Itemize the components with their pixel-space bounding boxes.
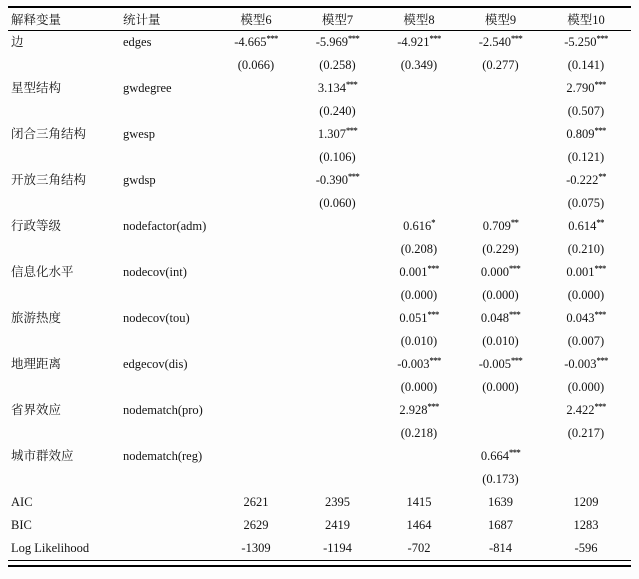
fit-statistic-spacer [120,537,215,561]
coefficient-row [8,261,631,284]
header-row [8,7,631,31]
standard-error-cell [215,422,297,445]
statistic-name: gwdsp [123,173,156,187]
estimate-cell: 0.001*** [566,263,606,279]
significance-stars: *** [508,309,521,319]
estimate-cell [297,307,378,330]
estimate-cell: -4.921*** [397,33,441,49]
estimate-cell [215,445,297,468]
header-explanatory-variable: 解释变量 [8,7,120,31]
fit-statistic-value: 1283 [573,518,599,532]
variable-name-spacer [8,54,120,77]
estimate-cell [215,215,297,238]
significance-stars: *** [266,33,278,43]
standard-error-cell [215,100,297,123]
variable-name: 开放三角结构 [11,173,87,187]
standard-error-cell: (0.000) [400,380,438,394]
significance-stars: *** [596,33,608,43]
coefficients-body [8,31,631,492]
estimate-cell [460,399,541,422]
significance-stars: *** [427,309,439,319]
standard-error-cell: (0.010) [400,334,438,348]
significance-stars: *** [508,263,521,273]
estimate-cell: 2.928*** [399,401,439,417]
fit-statistic-value: -1194 [297,537,378,561]
standard-error-cell: (0.210) [567,242,605,256]
variable-name: 城市群效应 [11,449,74,463]
estimate-cell: -0.003*** [397,355,441,371]
standard-error-row [8,284,631,307]
variable-name: 闭合三角结构 [11,127,87,141]
fit-statistic-spacer [120,514,215,537]
standard-error-cell [460,422,541,445]
standard-error-cell: (0.258) [319,58,356,72]
standard-error-cell: (0.217) [567,426,605,440]
header-model-9: 模型9 [460,7,541,31]
variable-name: 边 [11,35,24,49]
estimate-cell: -4.665*** [234,33,278,49]
fit-statistic-value: 2395 [325,495,350,509]
estimate-cell [215,399,297,422]
significance-stars: *** [429,355,441,365]
statistic-name: nodecov(tou) [123,311,190,325]
standard-error-cell [541,468,631,491]
standard-error-row [8,146,631,169]
standard-error-row [8,238,631,261]
estimate-cell: -0.390*** [315,171,360,187]
estimate-cell: -5.250*** [564,33,608,49]
significance-stars: * [431,217,435,227]
standard-error-cell [215,376,297,399]
fit-statistic-value: 1209 [573,495,599,509]
estimate-cell: 0.616* [403,217,435,233]
estimate-cell: 0.664*** [480,447,521,463]
fit-statistic-value: 2419 [325,518,350,532]
standard-error-row [8,54,631,77]
estimate-cell [297,215,378,238]
fit-statistic-label: BIC [11,518,32,532]
estimate-cell [215,307,297,330]
estimate-cell [297,445,378,468]
estimate-cell: 0.001*** [399,263,439,279]
variable-name-spacer [8,468,120,491]
statistic-name: edgecov(dis) [123,357,188,371]
significance-stars: *** [594,79,606,89]
statistic-name-spacer [120,238,215,261]
standard-error-cell [378,100,460,123]
standard-error-cell [215,330,297,353]
estimate-cell [378,445,460,468]
standard-error-cell [378,146,460,169]
estimate-cell [460,123,541,146]
estimate-cell [460,169,541,192]
standard-error-cell [215,146,297,169]
standard-error-cell [460,100,541,123]
estimate-cell: 0.048*** [480,309,521,325]
fit-statistic-label: AIC [11,495,33,509]
fit-statistics-body [8,491,631,561]
statistic-name: gwesp [123,127,155,141]
estimate-cell: 3.134*** [317,79,358,95]
estimate-cell [215,169,297,192]
coefficient-row [8,445,631,468]
coefficient-row [8,215,631,238]
estimate-cell: 0.051*** [399,309,439,325]
significance-stars: *** [594,401,606,411]
estimate-cell: -2.540*** [478,33,523,49]
estimate-cell: -0.005*** [478,355,523,371]
coefficient-row [8,307,631,330]
significance-stars: *** [511,33,523,43]
standard-error-row [8,376,631,399]
variable-name: 行政等级 [11,219,62,233]
fit-statistic-row [8,514,631,537]
fit-statistic-value: 1415 [406,495,432,509]
estimate-cell [215,123,297,146]
estimate-cell [297,353,378,376]
standard-error-cell: (0.208) [400,242,438,256]
significance-stars: *** [596,355,608,365]
standard-error-cell: (0.066) [237,58,275,72]
significance-stars: *** [594,263,606,273]
significance-stars: ** [598,171,606,181]
estimate-cell: -5.969*** [315,33,360,49]
standard-error-cell: (0.000) [567,380,605,394]
estimate-cell [297,261,378,284]
variable-name-spacer [8,192,120,215]
variable-name-spacer [8,330,120,353]
fit-statistic-value: -1309 [215,537,297,561]
significance-stars: *** [345,79,358,89]
standard-error-row [8,192,631,215]
standard-error-cell: (0.218) [400,426,438,440]
significance-stars: ** [510,217,519,227]
header-model-7: 模型7 [297,7,378,31]
statistic-name-spacer [120,192,215,215]
statistic-name-spacer [120,468,215,491]
standard-error-cell [215,238,297,261]
standard-error-cell: (0.000) [482,380,519,394]
standard-error-cell: (0.277) [482,58,519,72]
statistic-name: nodematch(pro) [123,403,203,417]
standard-error-cell [460,146,541,169]
standard-error-cell: (0.141) [567,58,605,72]
standard-error-cell [215,284,297,307]
standard-error-cell: (0.229) [482,242,519,256]
variable-name-spacer [8,376,120,399]
fit-statistic-value: 1687 [488,518,513,532]
statistic-name: nodecov(int) [123,265,187,279]
statistic-name-spacer [120,146,215,169]
estimate-cell [378,123,460,146]
variable-name-spacer [8,100,120,123]
variable-name-spacer [8,284,120,307]
estimate-cell: 0.614** [568,217,604,233]
standard-error-cell [215,192,297,215]
fit-statistic-value: 2629 [243,518,269,532]
standard-error-cell: (0.000) [482,288,519,302]
statistic-name: nodefactor(adm) [123,219,207,233]
statistic-name-spacer [120,422,215,445]
standard-error-cell: (0.000) [400,288,438,302]
significance-stars: *** [348,33,360,43]
standard-error-row [8,422,631,445]
standard-error-cell [297,330,378,353]
estimate-cell: 2.422*** [566,401,606,417]
fit-statistic-value: 1639 [488,495,513,509]
estimate-cell [460,77,541,100]
header-model-6: 模型6 [215,7,297,31]
significance-stars: *** [345,125,358,135]
standard-error-cell: (0.010) [482,334,519,348]
standard-error-cell: (0.173) [482,472,519,486]
coefficient-row [8,169,631,192]
standard-error-cell [297,468,378,491]
standard-error-cell [378,192,460,215]
estimate-cell [215,77,297,100]
standard-error-cell [215,468,297,491]
fit-statistic-value: -596 [541,537,631,561]
standard-error-cell: (0.121) [567,150,605,164]
header-model-10: 模型10 [541,7,631,31]
significance-stars: *** [348,171,360,181]
estimate-cell: 1.307*** [317,125,358,141]
statistic-name-spacer [120,376,215,399]
variable-name: 信息化水平 [11,265,74,279]
standard-error-cell [460,192,541,215]
fit-statistic-value: 1464 [406,518,432,532]
fit-statistic-spacer [120,491,215,514]
variable-name: 省界效应 [11,403,62,417]
significance-stars: *** [594,125,606,135]
standard-error-cell [297,422,378,445]
coefficient-row [8,353,631,376]
estimate-cell [541,445,631,468]
ergm-results-table [8,6,631,561]
bottom-double-rule [8,565,631,567]
variable-name-spacer [8,146,120,169]
standard-error-cell: (0.075) [567,196,605,210]
significance-stars: *** [427,263,439,273]
estimate-cell [215,261,297,284]
estimate-cell: 0.709** [482,217,519,233]
fit-statistic-label: Log Likelihood [8,537,120,561]
standard-error-cell: (0.007) [567,334,605,348]
statistic-name: gwdegree [123,81,172,95]
variable-name-spacer [8,238,120,261]
estimate-cell [215,353,297,376]
statistic-name: edges [123,35,152,49]
standard-error-cell: (0.240) [319,104,356,118]
standard-error-row [8,100,631,123]
estimate-cell [378,77,460,100]
fit-statistic-row [8,491,631,514]
standard-error-cell: (0.106) [319,150,356,164]
statistic-name-spacer [120,54,215,77]
statistic-name-spacer [120,100,215,123]
significance-stars: *** [511,355,523,365]
standard-error-cell: (0.060) [319,196,356,210]
header-model-8: 模型8 [378,7,460,31]
header-statistic: 统计量 [120,7,215,31]
significance-stars: *** [427,401,439,411]
statistic-name: nodematch(reg) [123,449,203,463]
fit-statistic-value: -702 [378,537,460,561]
estimate-cell [297,399,378,422]
standard-error-cell [297,376,378,399]
estimate-cell: -0.222** [566,171,606,187]
variable-name: 地理距离 [11,357,62,371]
estimate-cell: 0.809*** [566,125,606,141]
standard-error-row [8,330,631,353]
statistic-name-spacer [120,284,215,307]
fit-statistic-value: 2621 [243,495,269,509]
estimate-cell: 0.000*** [480,263,521,279]
coefficient-row [8,399,631,422]
significance-stars: *** [429,33,441,43]
coefficient-row [8,123,631,146]
fit-statistic-row [8,537,631,561]
standard-error-cell [297,284,378,307]
estimate-cell [378,169,460,192]
significance-stars: *** [508,447,521,457]
coefficient-row [8,77,631,100]
standard-error-cell [378,468,460,491]
standard-error-cell: (0.507) [567,104,605,118]
statistic-name-spacer [120,330,215,353]
variable-name: 旅游热度 [11,311,62,325]
standard-error-cell [297,238,378,261]
standard-error-row [8,468,631,491]
estimate-cell: 2.790*** [566,79,606,95]
estimate-cell: -0.003*** [564,355,608,371]
fit-statistic-value: -814 [460,537,541,561]
standard-error-cell: (0.349) [400,58,438,72]
estimate-cell: 0.043*** [566,309,606,325]
standard-error-cell: (0.000) [567,288,605,302]
coefficient-row [8,31,631,55]
variable-name: 星型结构 [11,81,62,95]
significance-stars: *** [594,309,606,319]
variable-name-spacer [8,422,120,445]
significance-stars: ** [596,217,604,227]
